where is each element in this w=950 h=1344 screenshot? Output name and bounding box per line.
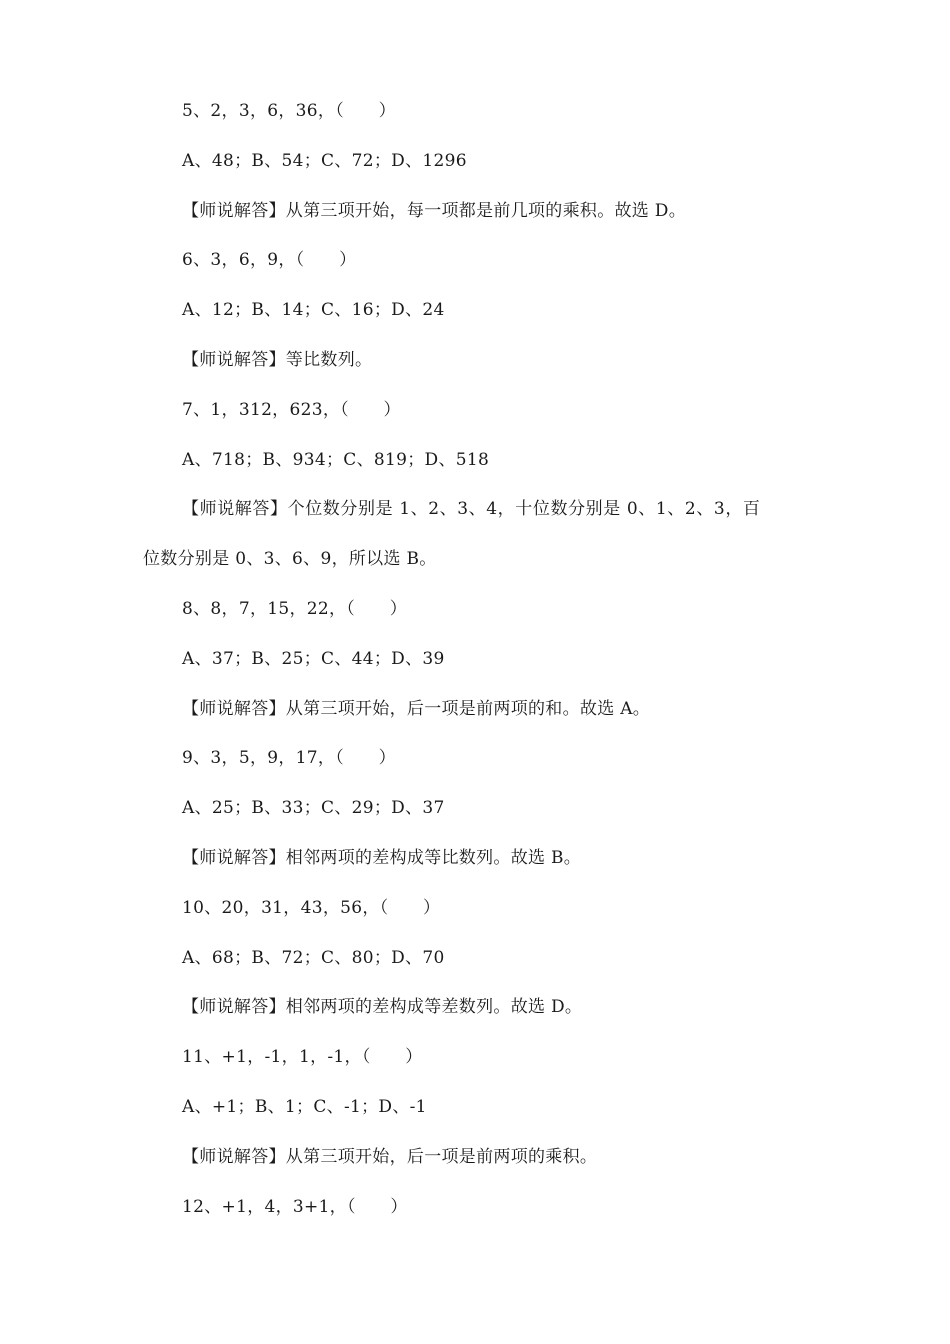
- question-8-options: A、37；B、25；C、44；D、39: [182, 648, 445, 669]
- question-10: 10、20，31，43，56，（ ）: [182, 897, 441, 918]
- question-11: 11、+1，-1，1，-1，（ ）: [182, 1047, 423, 1068]
- question-9-answer: 【师说解答】相邻两项的差构成等比数列。故选 B。: [182, 847, 582, 868]
- question-8: 8、8，7，15，22，（ ）: [182, 598, 408, 619]
- question-5-options: A、48；B、54；C、72；D、1296: [182, 150, 467, 171]
- question-12: 12、+1，4，3+1，（ ）: [182, 1196, 408, 1217]
- question-7-options: A、718；B、934；C、819；D、518: [182, 449, 490, 470]
- question-5: 5、2，3，6，36，（ ）: [182, 101, 396, 121]
- question-7: 7、1，312，623，（ ）: [182, 399, 401, 420]
- question-6: 6、3，6，9，（ ）: [182, 250, 357, 271]
- question-6-answer: 【师说解答】等比数列。: [182, 349, 373, 370]
- question-11-answer: 【师说解答】从第三项开始，后一项是前两项的乘积。: [182, 1146, 598, 1167]
- question-7-answer-line-2: 位数分别是 0、3、6、9，所以选 B。: [143, 549, 437, 570]
- question-9: 9、3，5，9，17，（ ）: [182, 748, 396, 769]
- question-9-options: A、25；B、33；C、29；D、37: [182, 798, 445, 819]
- question-5-answer: 【师说解答】从第三项开始，每一项都是前几项的乘积。故选 D。: [182, 200, 687, 221]
- question-11-options: A、+1；B、1；C、-1；D、-1: [182, 1096, 427, 1117]
- question-10-options: A、68；B、72；C、80；D、70: [182, 947, 445, 968]
- question-8-answer: 【师说解答】从第三项开始，后一项是前两项的和。故选 A。: [182, 698, 651, 719]
- question-10-answer: 【师说解答】相邻两项的差构成等差数列。故选 D。: [182, 997, 583, 1018]
- question-6-options: A、12；B、14；C、16；D、24: [182, 300, 445, 321]
- question-7-answer-line-1: 【师说解答】个位数分别是 1、2、3、4，十位数分别是 0、1、2、3，百: [182, 499, 761, 520]
- document-body: [143, 94, 808, 1239]
